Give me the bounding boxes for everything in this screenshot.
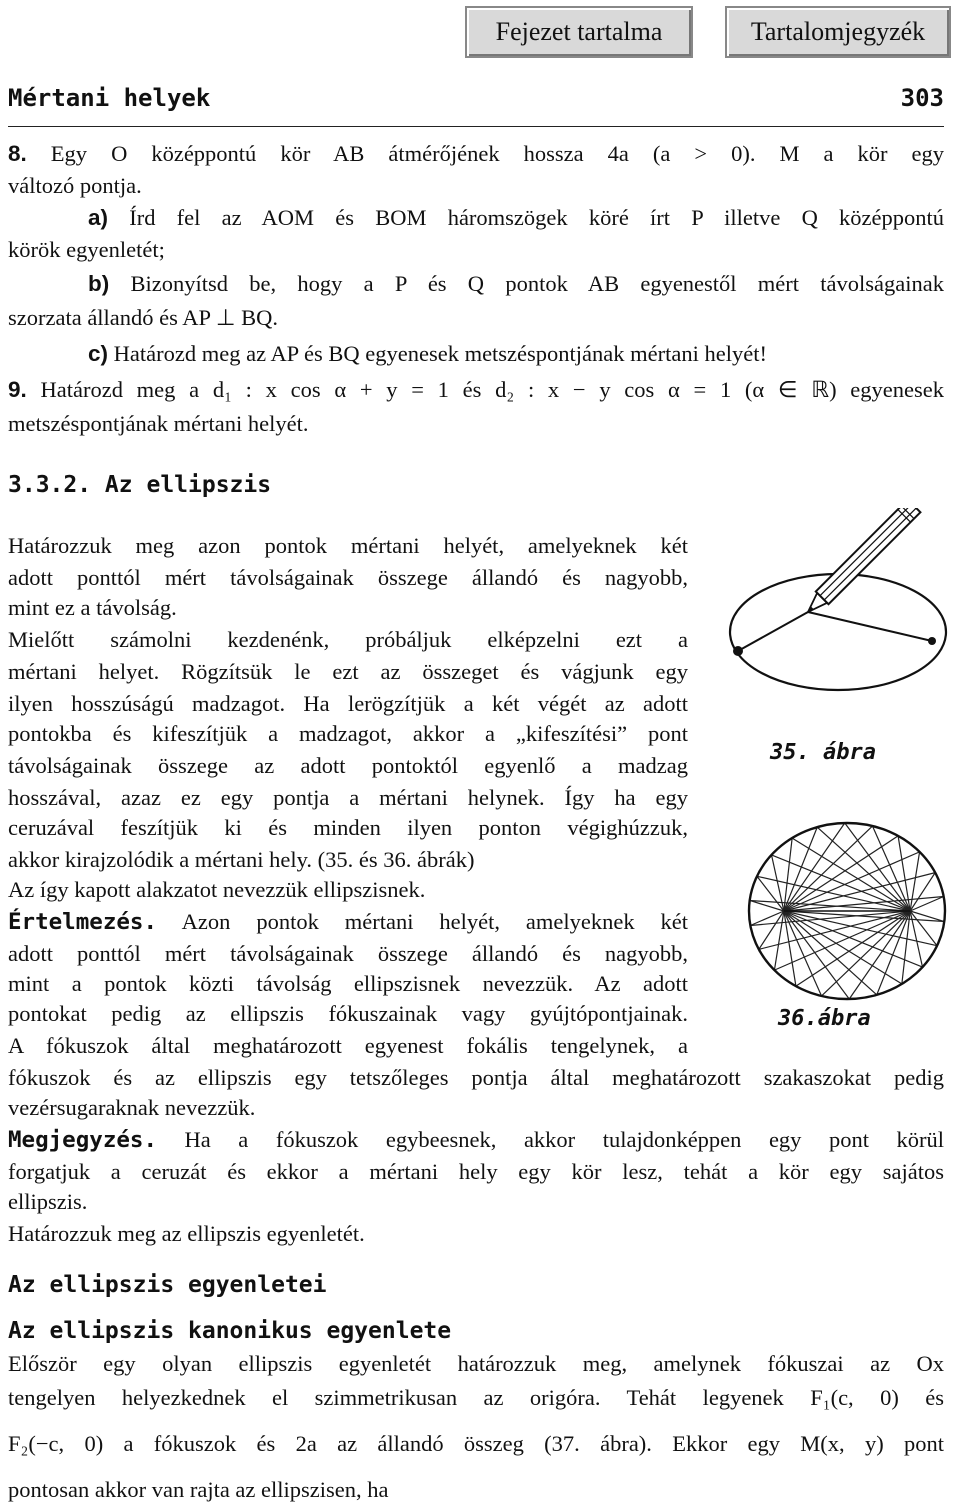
problem-8-text-2: változó pontja. <box>8 173 142 198</box>
intro-line: távolságainak összege az adott pontoktól egyenlő a madzag <box>8 753 688 778</box>
string-left <box>738 612 808 651</box>
part-c-text: Határozd meg az AP és BQ egyenesek metszéspontjának mértani helyét! <box>113 341 767 366</box>
problem-9-number: 9. <box>8 377 27 402</box>
intro-line: pontokba és kifeszítjük a madzagot, akkor a „kifeszítési” pont <box>8 721 688 746</box>
definition-line: Értelmezés. Azon pontok mértani helyét, amelyeknek két <box>8 909 688 935</box>
part-a-label: a) <box>88 205 109 230</box>
pencil-icon <box>802 508 921 618</box>
intro-line: Határozzuk meg azon pontok mértani helyét, amelyeknek két <box>8 533 688 558</box>
remark-label: Megjegyzés. <box>8 1127 158 1153</box>
remark-line: Határozzuk meg az ellipszis egyenletét. <box>8 1221 365 1246</box>
header-rule <box>8 126 944 127</box>
final-line-1: Először egy olyan ellipszis egyenletét határozzuk meg, amelynek fókuszai az Ox <box>8 1351 944 1376</box>
intro-line: akkor kirajzolódik a mértani hely. (35. és 36. ábrák) <box>8 847 475 872</box>
remark-line: Megjegyzés. Ha a fókuszok egybeesnek, akkor tulajdonképpen egy pont körül <box>8 1127 944 1153</box>
string-line-from-focus-2 <box>822 911 911 996</box>
intro-line: Mielőtt számolni kezdenénk, próbáljuk elképzelni ezt a <box>8 627 688 652</box>
remark-line: ellipszis. <box>8 1189 88 1214</box>
string-line-from-focus-2 <box>910 852 919 911</box>
figure-35-pencil-ellipse <box>722 508 954 698</box>
canonical-heading: Az ellipszis kanonikus egyenlete <box>8 1318 452 1344</box>
focus-left-pin <box>733 646 743 656</box>
definition-line: vezérsugaraknak nevezzük. <box>8 1095 256 1120</box>
definition-line: mint a pontok közti távolság ellipszisnek nevezzük. Az adott <box>8 971 688 996</box>
definition-line: pontokat pedig az ellipszis fókuszainak vagy gyújtópontjainak. <box>8 1001 688 1026</box>
intro-line: mértani helyet. Rögzítsük le ezt az összeget és vágjunk egy <box>8 659 688 684</box>
figure-36-string-ellipse <box>744 818 950 1004</box>
figure-35-caption: 35. ábra <box>770 740 876 765</box>
part-a-text-2: körök egyenletét; <box>8 237 165 262</box>
chapter-title: Mértani helyek <box>8 84 211 112</box>
definition-label: Értelmezés. <box>8 909 158 935</box>
problem-8-number: 8. <box>8 141 27 166</box>
problem-8-text-1: Egy O középpontú kör AB átmérőjének hossza 4a (a > 0). M a kör egy <box>50 141 945 166</box>
toc-button[interactable]: Tartalomjegyzék <box>725 6 951 58</box>
part-b-text-2: szorzata állandó és AP ⊥ BQ. <box>8 305 278 330</box>
part-b-text-1: Bizonyítsd be, hogy a P és Q pontok AB egyenestől mért távolságainak <box>130 271 945 296</box>
intro-line: ilyen hosszúságú madzagot. Ha lerögzítjük a két végét az adott <box>8 691 688 716</box>
intro-line: Az így kapott alakzatot nevezzük ellipszisnek. <box>8 877 426 902</box>
problem-8-line-1 <box>8 140 944 168</box>
chapter-contents-button[interactable]: Fejezet tartalma <box>465 6 693 58</box>
equations-heading: Az ellipszis egyenletei <box>8 1272 327 1298</box>
focus-right-pin <box>928 637 936 645</box>
problem-9-line-1 <box>8 376 944 404</box>
string-line-from-focus-1 <box>784 826 873 911</box>
problem-8a-line-1 <box>88 204 944 232</box>
string-line-from-focus-1 <box>774 911 783 970</box>
intro-line: hosszával, azaz ez egy pontja a mértani helynek. Így ha egy <box>8 785 688 810</box>
final-line-3: F₂(−c, 0) a fókuszok és 2a az állandó összeg (37. ábra). Ekkor egy M(x, y) pont <box>8 1431 944 1456</box>
definition-line: adott ponttól mért távolságainak összege állandó és nagyobb, <box>8 941 688 966</box>
problem-8b-line-1 <box>88 270 944 298</box>
page-number: 303 <box>900 84 944 112</box>
string-right <box>808 612 932 641</box>
page-header <box>8 84 944 112</box>
final-line-2: tengelyen helyezkednek el szimmetrikusan az origóra. Tehát legyenek F₁(c, 0) és <box>8 1385 944 1410</box>
section-title: 3.3.2. Az ellipszis <box>8 472 272 498</box>
intro-line: mint ez a távolság. <box>8 595 177 620</box>
remark-line: forgatjuk a ceruzát és ekkor a mértani hely egy kör lesz, tehát a kör egy sajátos <box>8 1159 944 1184</box>
figure-36-caption: 36.ábra <box>778 1006 871 1031</box>
part-c-label: c) <box>88 341 109 366</box>
problem-9-text-1: Határozd meg a d₁ : x cos α + y = 1 és d₂ : x − y cos α = 1 (α ∈ ℝ) egyenesek <box>40 377 945 402</box>
intro-line: adott ponttól mért távolságainak összege állandó és nagyobb, <box>8 565 688 590</box>
problem-8c-line <box>88 340 767 368</box>
definition-line: fókuszok és az ellipszis egy tetszőleges pontja által meghatározott szakaszokat pedig <box>8 1065 944 1090</box>
intro-line: ceruzával feszítjük ki és minden ilyen ponton végighúzzuk, <box>8 815 688 840</box>
problem-9-text-2: metszéspontjának mértani helyét. <box>8 411 309 436</box>
part-a-text-1: Írd fel az AOM és BOM háromszögek köré írt P illetve Q középpontú <box>129 205 944 230</box>
definition-line: A fókuszok által meghatározott egyenest fokális tengelynek, a <box>8 1033 688 1058</box>
final-line-4: pontosan akkor van rajta az ellipszisen, ha <box>8 1477 389 1502</box>
part-b-label: b) <box>88 271 110 296</box>
